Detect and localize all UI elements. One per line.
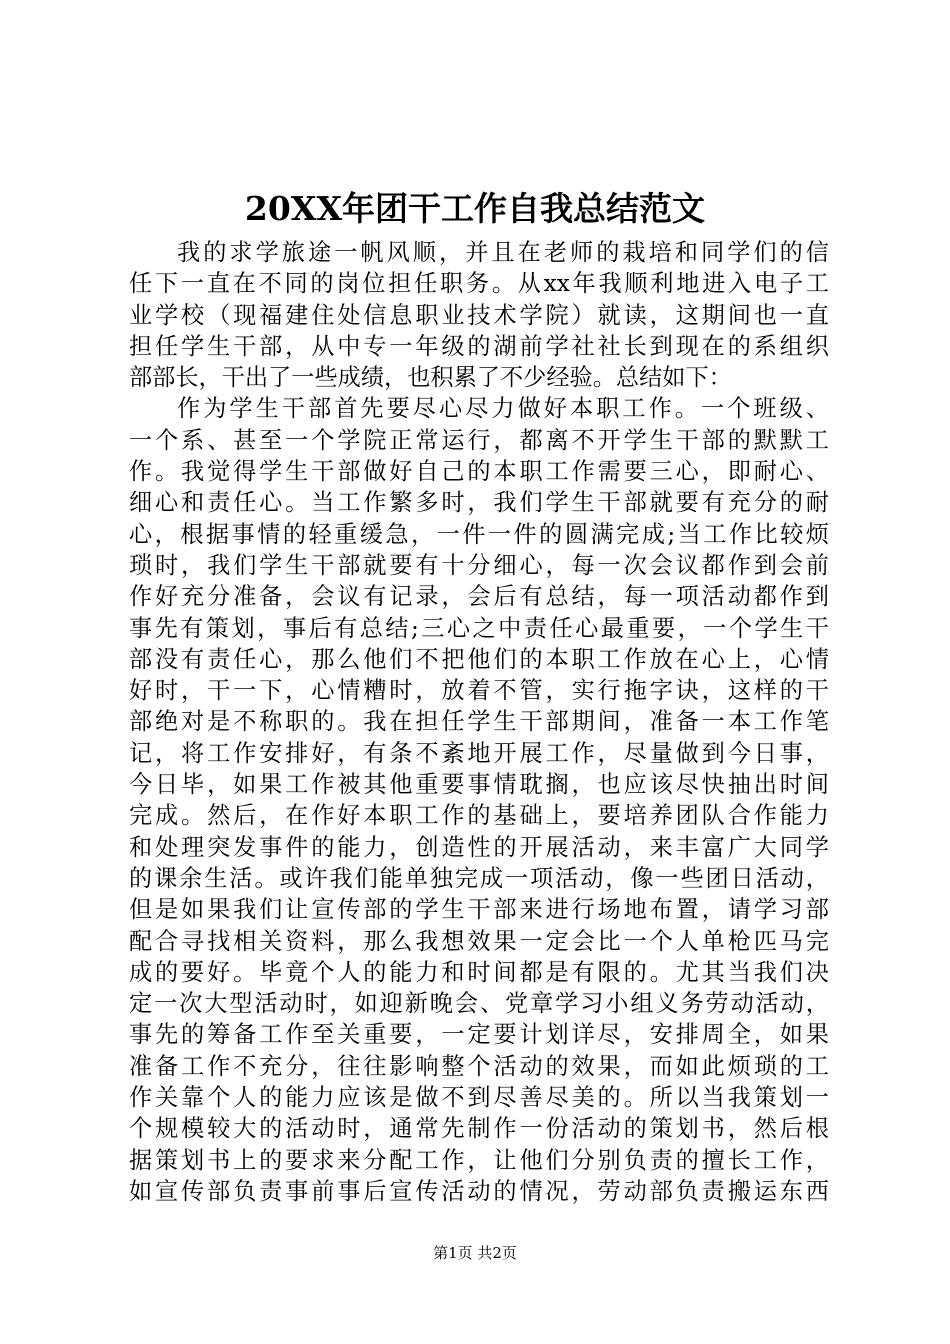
- text-line: 事先有策划，事后有总结;三心之中责任心最重要，一个学生干: [129, 614, 829, 642]
- text-line: 如宣传部负责事前事后宣传活动的情况，劳动部负责搬运东西: [129, 1177, 829, 1205]
- text-line: 业学校（现福建住处信息职业技术学院）就读，这期间也一直: [129, 301, 829, 329]
- page-footer: 第1页 共2页: [433, 1244, 517, 1262]
- text-line: 事先的筹备工作至关重要，一定要计划详尽，安排周全，如果: [129, 1021, 829, 1049]
- text-line: 部绝对是不称职的。我在担任学生干部期间，准备一本工作笔: [129, 708, 829, 736]
- text-line: 作关靠个人的能力应该是做不到尽善尽美的。所以当我策划一: [129, 1084, 829, 1112]
- text-line: 我的求学旅途一帆风顺，并且在老师的栽培和同学们的信: [177, 239, 829, 266]
- text-line: 和处理突发事件的能力，创造性的开展活动，来丰富广大同学: [129, 833, 829, 861]
- text-line: 作好充分准备，会议有记录，会后有总结，每一项活动都作到: [129, 583, 829, 611]
- text-line: 准备工作不充分，往往影响整个活动的效果，而如此烦琐的工: [129, 1052, 829, 1080]
- text-line: 个规模较大的活动时，通常先制作一份活动的策划书，然后根: [129, 1115, 829, 1143]
- text-line: 好时，干一下，心情糟时，放着不管，实行拖字诀，这样的干: [129, 677, 829, 705]
- text-line: 今日毕，如果工作被其他重要事情耽搁，也应该尽快抽出时间: [129, 771, 829, 799]
- text-line: 琐时，我们学生干部就要有十分细心，每一次会议都作到会前: [129, 551, 829, 579]
- text-line: 完成。然后，在作好本职工作的基础上，要培养团队合作能力: [129, 802, 829, 830]
- text-line: 作为学生干部首先要尽心尽力做好本职工作。一个班级、: [177, 395, 829, 423]
- text-line: 一个系、甚至一个学院正常运行，都离不开学生干部的默默工: [129, 426, 829, 454]
- text-line: 心，根据事情的轻重缓急，一件一件的圆满完成;当工作比较烦: [129, 520, 829, 548]
- text-line: 成的要好。毕竟个人的能力和时间都是有限的。尤其当我们决: [129, 958, 829, 986]
- text-line: 配合寻找相关资料，那么我想效果一定会比一个人单枪匹马完: [129, 927, 829, 955]
- text-line: 作。我觉得学生干部做好自己的本职工作需要三心，即耐心、: [129, 458, 829, 486]
- text-line: 任下一直在不同的岗位担任职务。从xx年我顺利地进入电子工: [129, 270, 829, 298]
- text-line: 担任学生干部，从中专一年级的湖前学社社长到现在的系组织: [129, 332, 829, 360]
- text-line: 部没有责任心，那么他们不把他们的本职工作放在心上，心情: [129, 645, 829, 673]
- text-line: 定一次大型活动时，如迎新晚会、党章学习小组义务劳动活动，: [129, 990, 829, 1018]
- document-body: [129, 237, 829, 1207]
- text-line: 部部长，干出了一些成绩，也积累了不少经验。总结如下：: [129, 364, 732, 392]
- text-line: 细心和责任心。当工作繁多时，我们学生干部就要有充分的耐: [129, 489, 829, 517]
- text-line: 据策划书上的要求来分配工作，让他们分别负责的擅长工作，: [129, 1146, 829, 1174]
- text-line: 记，将工作安排好，有条不紊地开展工作，尽量做到今日事，: [129, 739, 829, 767]
- document-title: 20XX年团干工作自我总结范文: [244, 189, 706, 228]
- text-line: 但是如果我们让宣传部的学生干部来进行场地布置，请学习部: [129, 896, 829, 924]
- text-line: 的课余生活。或许我们能单独完成一项活动，像一些团日活动，: [129, 864, 829, 892]
